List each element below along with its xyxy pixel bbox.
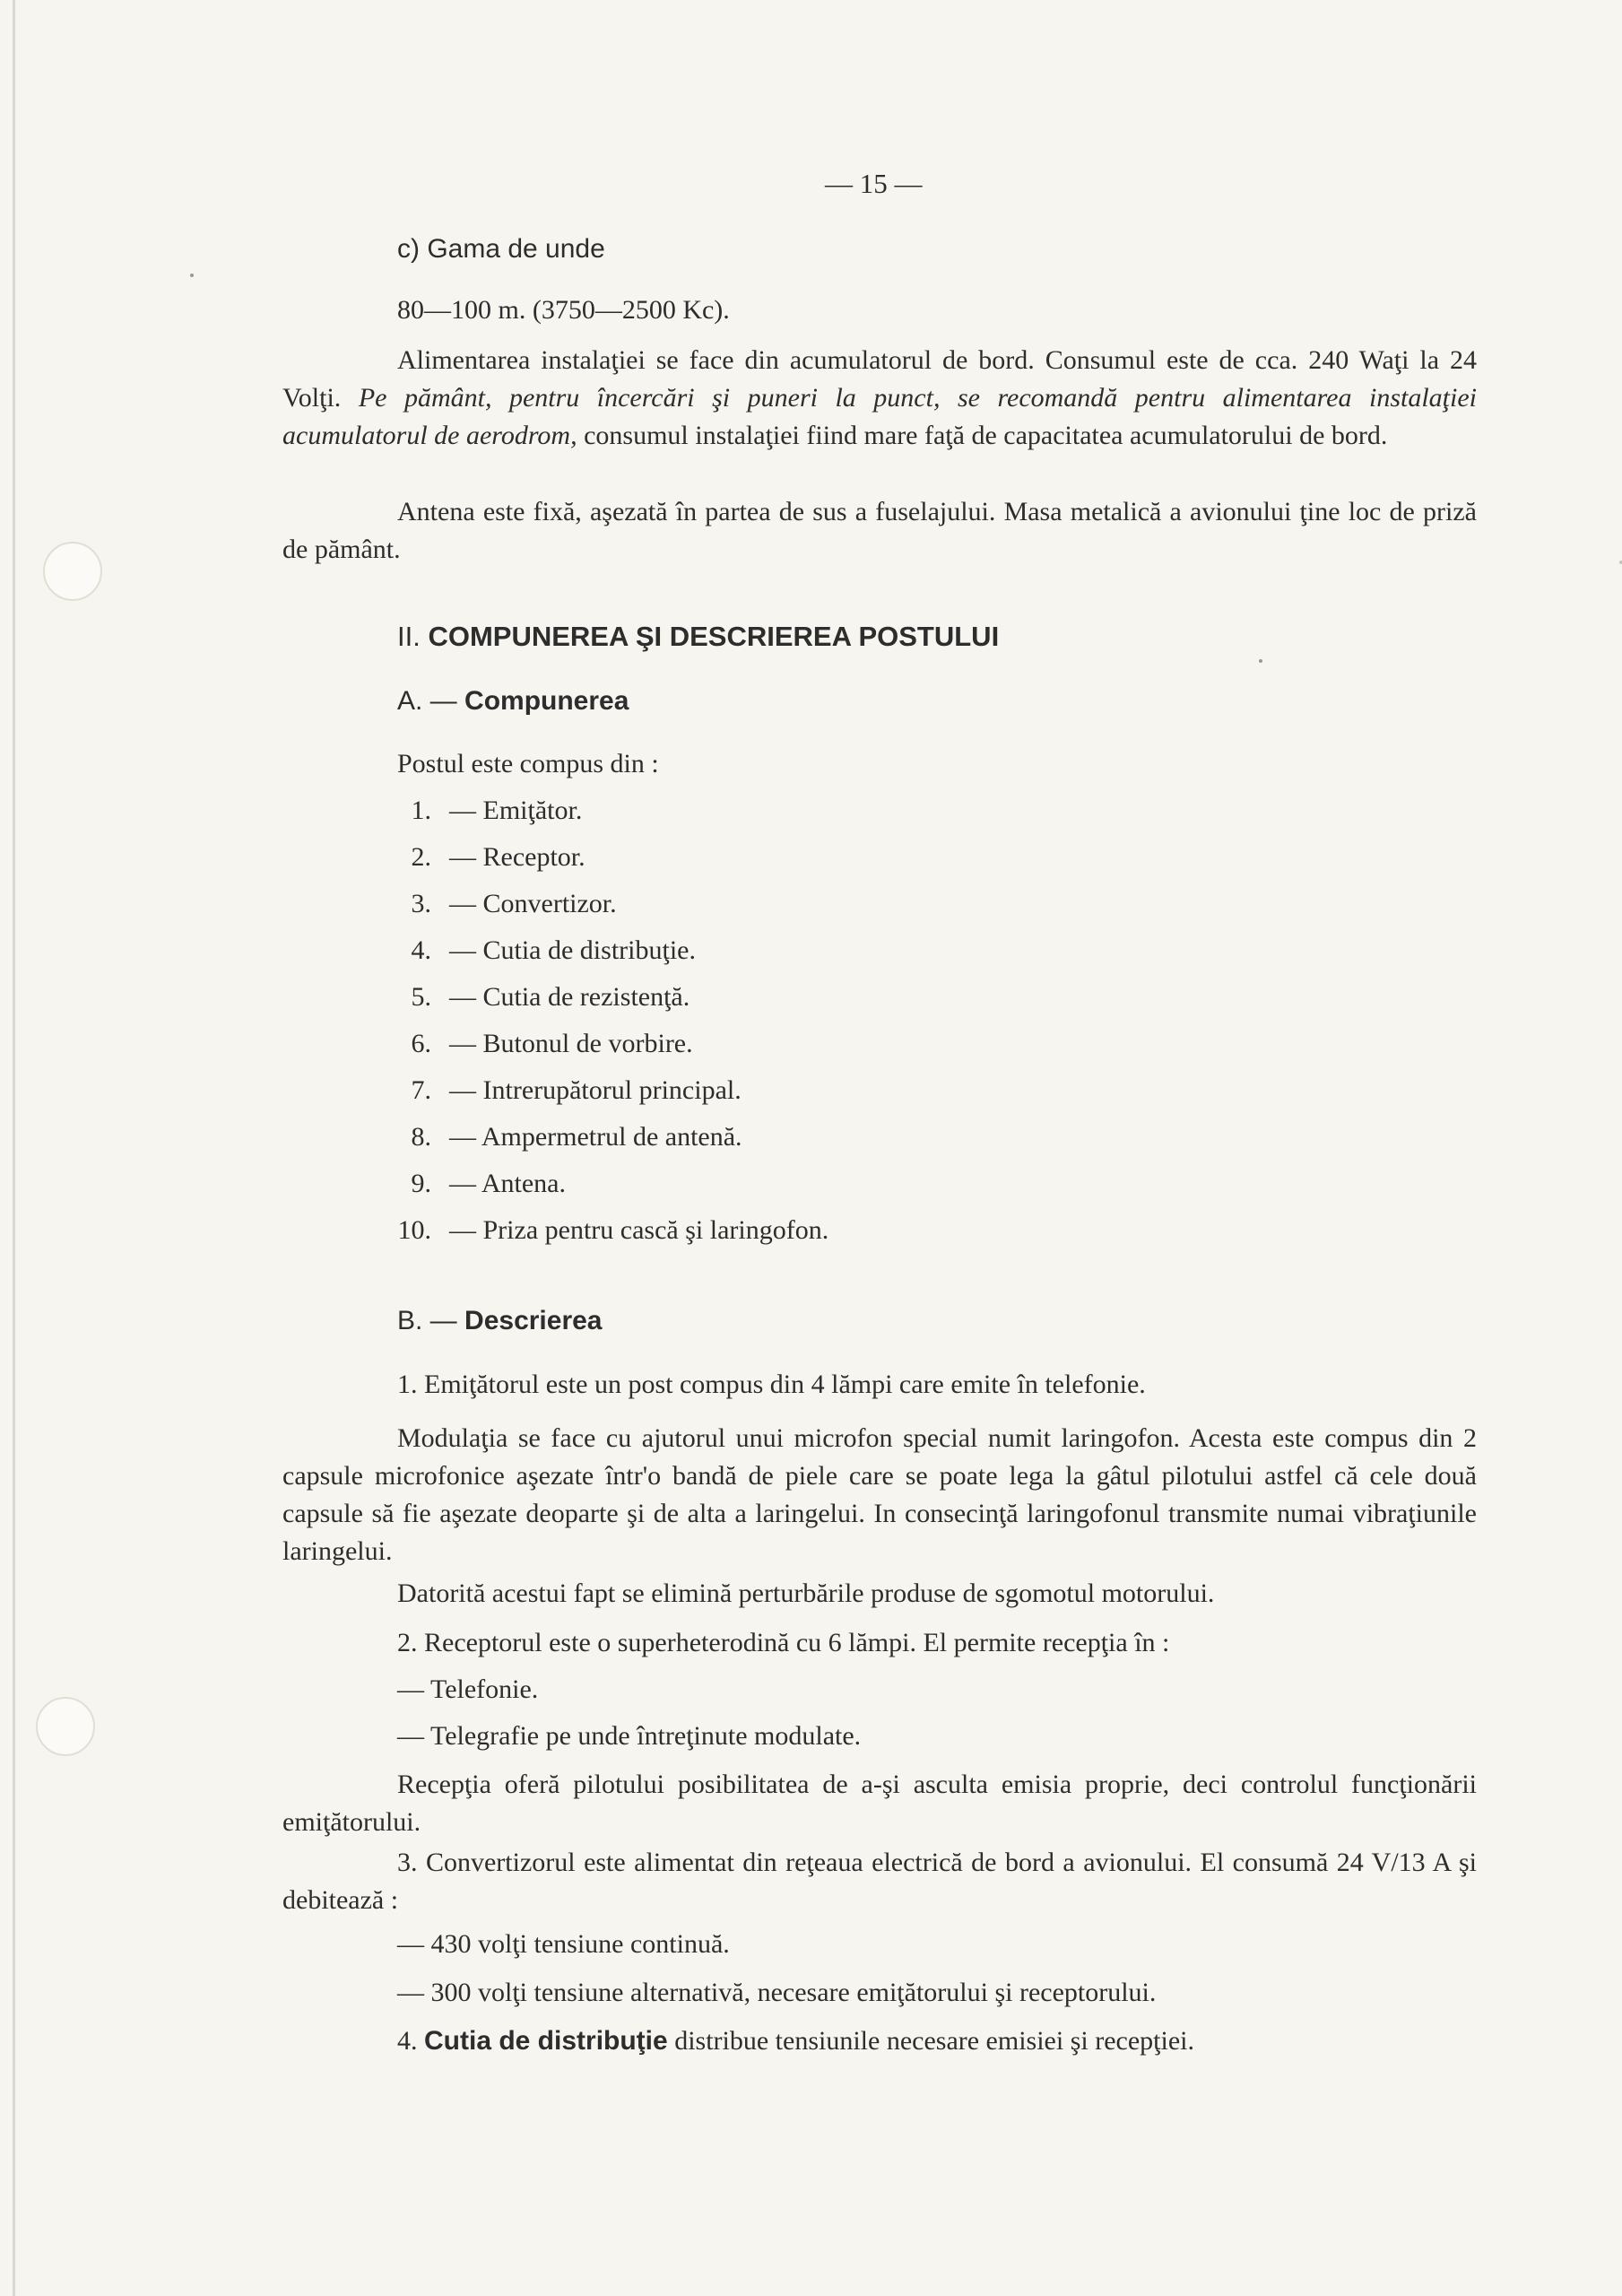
section-b-prefix: B. — (397, 1306, 457, 1335)
list-item: 3. — Convertizor. (411, 889, 617, 918)
list-item: 8. — Ampermetrul de antenă. (411, 1122, 742, 1152)
antenna-paragraph: Antena este fixă, aşezată în partea de sus a fuselajului. Masa metalică a avionului ţine loc de priză de pământ. (282, 497, 1477, 564)
section-ii-numeral: II. (397, 621, 421, 652)
list-item: 10. — Priza pentru cască şi laringofon. (397, 1215, 829, 1245)
punch-hole (43, 542, 102, 601)
telephony-item: — Telefonie. (397, 1674, 539, 1704)
section-c-heading: c) Gama de unde (397, 234, 605, 264)
list-item: 7. — Intrerupătorul principal. (411, 1075, 742, 1105)
list-item: 6. — Butonul de vorbire. (411, 1029, 693, 1058)
section-a-prefix: A. — (397, 686, 457, 716)
power-paragraph (282, 342, 1477, 455)
power-rest: consumul instalaţiei fiind mare faţă de capacitatea acumulatorului de bord. (584, 421, 1388, 450)
section-b-heading (397, 1303, 603, 1339)
dc-voltage-item: — 430 volţi tensiune continuă. (397, 1929, 730, 1959)
section-ii-title: COMPUNEREA ŞI DESCRIEREA POSTULUI (428, 621, 1000, 652)
distribution-title: Cutia de distribuţie (424, 2026, 668, 2056)
distribution-text: distribue tensiunile necesare emisiei şi recepţiei. (674, 2026, 1194, 2056)
section-b-title: Descrierea (464, 1306, 603, 1335)
page-number: — 15 — (825, 168, 923, 199)
distribution-number: 4. (397, 2026, 418, 2056)
power-italic: Pe pământ, pentru încercări şi puneri la punct, se recomandă pentru alimentarea instalaţiei acumulatorul de aerodrom, (282, 383, 1477, 450)
telegraphy-item: — Telegrafie pe unde întreţinute modulate. (397, 1721, 862, 1751)
section-a-heading (397, 683, 629, 719)
section-a-title: Compunerea (464, 686, 629, 716)
distribution-paragraph (282, 2022, 1477, 2060)
list-item: 9. — Antena. (411, 1169, 566, 1198)
dust-speck (1259, 659, 1262, 663)
list-item: 1. — Emiţător. (411, 796, 583, 825)
noise-paragraph: Datorită acestui fapt se elimină perturbările produse de sgomotul motorului. (397, 1578, 1215, 1608)
list-item: 5. — Cutia de rezistenţă. (411, 982, 690, 1012)
receiver-paragraph: 2. Receptorul este o superheterodină cu 6 lămpi. El permite recepţia în : (397, 1628, 1170, 1657)
power-intro: Alimentarea instalaţiei se face din acumulatorul de bord. Consumul este de cca. 240 Waţi la 24 Volţi. (282, 345, 1477, 413)
dust-speck (190, 274, 194, 277)
section-ii-heading (397, 619, 999, 655)
converter-paragraph: 3. Convertizorul este alimentat din reţeaua electrică de bord a avionului. El consumă 24 V/13 A şi debitează : (282, 1848, 1477, 1915)
ac-voltage-item: — 300 volţi tensiune alternativă, necesare emiţătorului şi receptorului. (397, 1978, 1157, 2007)
wave-range: 80—100 m. (3750—2500 Kc). (397, 295, 730, 325)
punch-hole (36, 1697, 95, 1756)
transmitter-paragraph: 1. Emiţătorul este un post compus din 4 lămpi care emite în telefonie. (397, 1370, 1146, 1399)
composition-intro: Postul este compus din : (397, 749, 659, 778)
page-edge (13, 0, 15, 2296)
modulation-paragraph: Modulaţia se face cu ajutorul unui microfon special numit laringofon. Acesta este compus din 2 capsule microfonice aşezate într'o bandă de piele care se poate lega la gâtul pilotului astfel că cele două capsule să fie aşezate deoparte şi de alta a laringelui. In consecinţă laringofonul transmite numai vibraţiunile laringelui. (282, 1423, 1477, 1566)
list-item: 2. — Receptor. (411, 842, 585, 872)
list-item: 4. — Cutia de distribuţie. (411, 935, 696, 965)
reception-paragraph: Recepţia oferă pilotului posibilitatea de a-şi asculta emisia proprie, deci controlul funcţionării emiţătorului. (282, 1770, 1477, 1837)
